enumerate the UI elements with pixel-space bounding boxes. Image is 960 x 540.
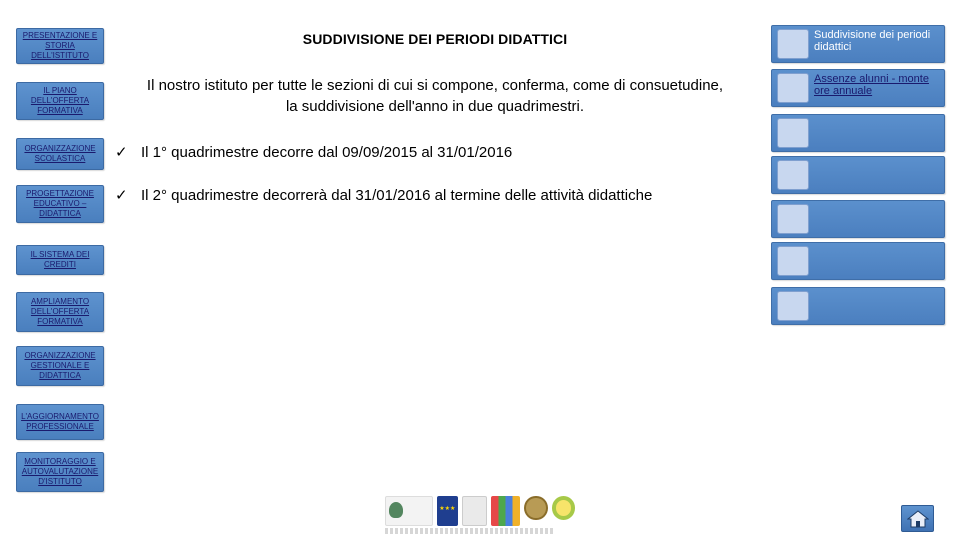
- nav-presentazione[interactable]: PRESENTAZIONE E STORIA DELL'ISTITUTO: [16, 28, 104, 64]
- right-item-empty-6[interactable]: [771, 242, 945, 280]
- thumbnail: [777, 118, 809, 148]
- nav-progettazione[interactable]: PROGETTAZIONE EDUCATIVO – DIDATTICA: [16, 185, 104, 223]
- nav-piano-offerta[interactable]: IL PIANO DELL'OFFERTA FORMATIVA: [16, 82, 104, 120]
- right-item-assenze[interactable]: [771, 69, 945, 107]
- thumbnail: [777, 160, 809, 190]
- intro-paragraph: Il nostro istituto per tutte le sezioni di cui si compone, conferma, come di consuetudine, la suddivisione dell'anno in due quadrimestri.: [146, 77, 724, 115]
- bullet-first-term: [115, 144, 512, 162]
- home-icon: [907, 510, 929, 528]
- thumbnail: [777, 246, 809, 276]
- nav-aggiornamento[interactable]: L'AGGIORNAMENTO PROFESSIONALE: [16, 404, 104, 440]
- right-item-label: Suddivisione dei periodi didattici: [814, 29, 931, 53]
- eu-flag-icon: [437, 496, 458, 526]
- nav-monitoraggio[interactable]: MONITORAGGIO E AUTOVALUTAZIONE D'ISTITUTO: [16, 452, 104, 492]
- thumbnail: [777, 204, 809, 234]
- thumbnail: [777, 29, 809, 59]
- thumbnail: [777, 73, 809, 103]
- pon-logo-icon: [491, 496, 520, 526]
- bullet-text: Il 2° quadrimestre decorrerà dal 31/01/2016 al termine delle attività didattiche: [141, 187, 653, 204]
- school-logo-icon: [552, 496, 575, 520]
- fse-logo-icon: [462, 496, 487, 526]
- right-item-label: Assenze alunni - monte ore annuale: [814, 73, 929, 97]
- school-seal-icon: [524, 496, 547, 520]
- nav-organizzazione-gestionale[interactable]: ORGANIZZAZIONE GESTIONALE E DIDATTICA: [16, 346, 104, 386]
- right-item-empty-3[interactable]: [771, 114, 945, 152]
- check-icon: ✓: [115, 144, 128, 161]
- nav-ampliamento[interactable]: AMPLIAMENTO DELL'OFFERTA FORMATIVA: [16, 292, 104, 332]
- right-item-empty-5[interactable]: [771, 200, 945, 238]
- page-title: SUDDIVISIONE DEI PERIODI DIDATTICI: [302, 31, 568, 47]
- check-icon: ✓: [115, 187, 128, 204]
- home-button[interactable]: [901, 505, 934, 532]
- right-item-empty-4[interactable]: [771, 156, 945, 194]
- right-item-empty-7[interactable]: [771, 287, 945, 325]
- nav-organizzazione-scolastica[interactable]: ORGANIZZAZIONE SCOLASTICA: [16, 138, 104, 170]
- bullet-second-term: [115, 187, 652, 205]
- thumbnail: [777, 291, 809, 321]
- footer-fine-print: [385, 528, 555, 534]
- bullet-text: Il 1° quadrimestre decorre dal 09/09/2015 al 31/01/2016: [141, 144, 513, 161]
- right-item-suddivisione[interactable]: [771, 25, 945, 63]
- italian-republic-emblem-icon: [385, 496, 433, 526]
- nav-sistema-crediti[interactable]: IL SISTEMA DEI CREDITI: [16, 245, 104, 275]
